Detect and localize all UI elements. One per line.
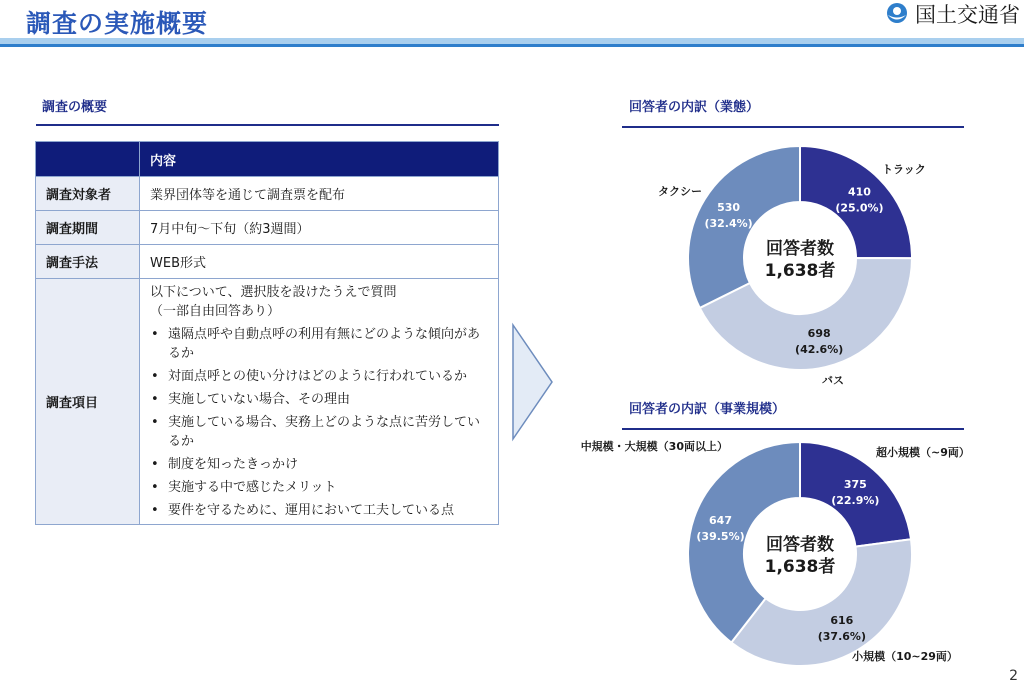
- chart2-section-title: 回答者の内訳（事業規模）: [629, 402, 786, 417]
- slice-category-label: 小規模（10~29両）: [852, 650, 958, 663]
- table-row: [36, 177, 499, 211]
- list-item: • 遠隔点呼や自動点呼の利用有無にどのような傾向があるか: [150, 325, 488, 363]
- right-arrow-icon: [510, 322, 558, 442]
- ministry-emblem-icon: [885, 2, 909, 26]
- slice-percent-label: (37.6%): [817, 629, 866, 643]
- donut-chart-business-type: [620, 140, 1000, 390]
- slice-category-label: 中規模・大規模（30両以上）: [580, 440, 728, 453]
- row-value: 7月中旬～下旬（約3週間）: [140, 211, 499, 245]
- slice-category-label: バス: [822, 374, 844, 387]
- slice-percent-label: (39.5%): [696, 529, 745, 543]
- slice-percent-label: (42.6%): [795, 342, 844, 356]
- slice-percent-label: (25.0%): [835, 201, 884, 215]
- slice-value-label: 616: [830, 613, 854, 627]
- items-intro-line-2: （一部自由回答あり）: [150, 304, 281, 319]
- row-label: 調査手法: [36, 245, 140, 279]
- chart1-section-rule: [622, 126, 964, 128]
- page-number: 2: [1009, 668, 1018, 684]
- donut-center-total: 1,638者: [764, 261, 836, 281]
- slice-value-label: 375: [843, 477, 867, 491]
- donut-chart-business-size: [560, 436, 1010, 670]
- list-item: • 実施していない場合、その理由: [150, 390, 488, 409]
- page-title: 調査の実施概要: [26, 9, 209, 38]
- list-item: • 実施している場合、実務上どのような点に苦労しているか: [150, 413, 488, 451]
- items-intro: [150, 283, 488, 321]
- overview-section-title: 調査の概要: [42, 100, 108, 115]
- row-value: 業界団体等を通じて調査票を配布: [140, 177, 499, 211]
- slice-category-label: トラック: [882, 163, 926, 176]
- survey-items-list: [150, 325, 488, 520]
- header: [0, 0, 1024, 52]
- list-item: • 対面点呼との使い分けはどのように行われているか: [150, 367, 488, 386]
- list-item: • 要件を守るために、運用において工夫している点: [150, 501, 488, 520]
- slice-value-label: 410: [847, 185, 871, 199]
- chart1-section-title: 回答者の内訳（業態）: [629, 100, 760, 115]
- slice-value-label: 647: [709, 513, 733, 527]
- overview-section-rule: [36, 124, 499, 126]
- table-row: [36, 211, 499, 245]
- overview-table: [35, 141, 499, 525]
- slice-percent-label: (32.4%): [704, 216, 753, 230]
- slice-category-label: タクシー: [658, 185, 702, 198]
- donut-center-label: 回答者数: [766, 239, 834, 259]
- donut-center-label: 回答者数: [766, 535, 834, 555]
- row-label: 調査対象者: [36, 177, 140, 211]
- row-label: 調査期間: [36, 211, 140, 245]
- row-label: 調査項目: [36, 279, 140, 525]
- slice-value-label: 530: [717, 200, 741, 214]
- header-band-dark: [0, 44, 1024, 47]
- table-header-empty: [36, 142, 140, 177]
- slice-percent-label: (22.9%): [831, 493, 880, 507]
- row-value: WEB形式: [140, 245, 499, 279]
- logo-text: 国土交通省: [915, 3, 1020, 27]
- ministry-logo: [885, 0, 1020, 28]
- list-item: • 実施する中で感じたメリット: [150, 478, 488, 497]
- survey-items-cell: [140, 279, 499, 525]
- items-intro-line-1: 以下について、選択肢を設けたうえで質問: [150, 285, 397, 300]
- table-header-content: 内容: [140, 142, 499, 177]
- donut-center-total: 1,638者: [764, 557, 836, 577]
- table-header-row: [36, 142, 499, 177]
- table-row: [36, 245, 499, 279]
- table-row: [36, 279, 499, 525]
- slice-value-label: 698: [807, 326, 831, 340]
- slice-category-label: 超小規模（~9両）: [876, 446, 970, 459]
- list-item: • 制度を知ったきっかけ: [150, 455, 488, 474]
- chart2-section-rule: [622, 428, 964, 430]
